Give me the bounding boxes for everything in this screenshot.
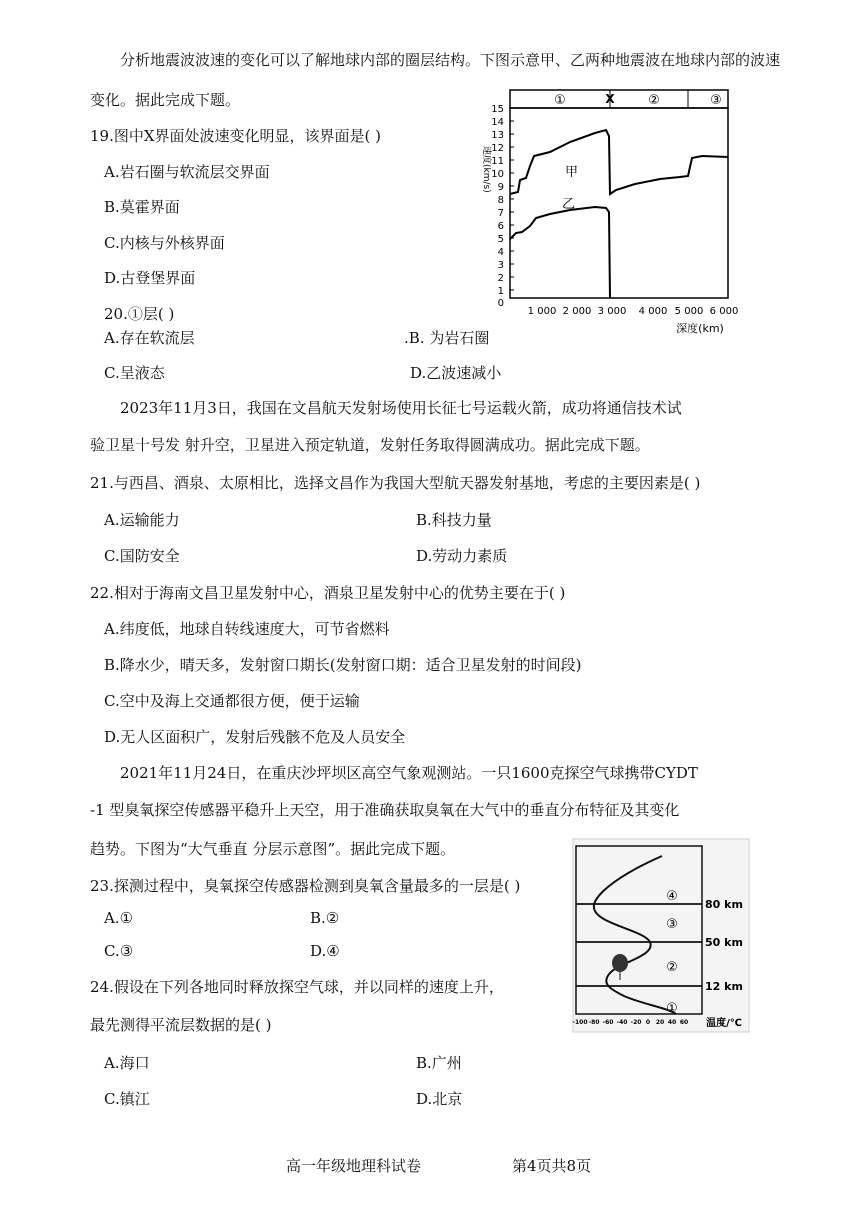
- q21-stem: 21.与西昌、酒泉、太原相比，选择文昌作为我国大型航天器发射基地，考虑的主要因素是( ): [90, 474, 701, 492]
- q21-option-a: A.运输能力: [104, 511, 180, 529]
- y-tick: 7: [497, 208, 504, 219]
- x-axis-label: 温度/℃: [706, 1018, 742, 1029]
- q22-stem: 22.相对于海南文昌卫星发射中心，酒泉卫星发射中心的优势主要在于( ): [90, 584, 566, 602]
- q23-option-a: A.①: [104, 909, 134, 927]
- zone-label-3: ③: [710, 93, 722, 108]
- x-tick: 0: [645, 1019, 651, 1026]
- q22-option-c: C.空中及海上交通都很方便，便于运输: [104, 692, 360, 710]
- y-tick: 5: [497, 234, 504, 245]
- q24-option-c: C.镇江: [104, 1090, 150, 1108]
- y-tick: 9: [497, 182, 504, 193]
- wave-yi-label: 乙: [562, 197, 576, 212]
- q23-stem: 23.探测过程中，臭氧探空传感器检测到臭氧含量最多的一层是( ): [90, 877, 521, 895]
- atmosphere-layer-figure: [572, 838, 750, 1033]
- q24-stem-line2: 最先测得平流层数据的是( ): [90, 1016, 272, 1034]
- q23-option-d: D.④: [310, 942, 340, 960]
- zone-bar: [510, 90, 728, 108]
- wave-jia-label: 甲: [565, 165, 579, 180]
- y-tick: 2: [497, 273, 504, 284]
- x-tick: -40: [616, 1019, 628, 1026]
- y-tick: 3: [497, 260, 504, 271]
- y-tick: 12: [491, 143, 504, 154]
- x-tick: -20: [630, 1019, 642, 1026]
- height-label-12: 12 km: [705, 980, 743, 993]
- seismic-wave-figure: [470, 86, 750, 342]
- layer-label-2: ②: [666, 960, 678, 975]
- x-tick: -100: [572, 1019, 588, 1026]
- q22-option-d: D.无人区面积广，发射后残骸不危及人员安全: [104, 728, 406, 746]
- x-tick: 1 000: [527, 306, 557, 317]
- footer-page: 第4页共8页: [512, 1157, 592, 1175]
- intro1-line1: 分析地震波波速的变化可以了解地球内部的圈层结构。下图示意甲、乙两种地震波在地球内部的波速: [120, 51, 781, 69]
- q24-stem-line1: 24.假设在下列各地同时释放探空气球，并以同样的速度上升，: [90, 978, 504, 996]
- q19-option-c: C.内核与外核界面: [104, 234, 225, 252]
- x-tick: 5 000: [674, 306, 704, 317]
- x-tick: -60: [602, 1019, 614, 1026]
- y-axis-label: 速度(km/s): [481, 146, 491, 193]
- q21-option-b: B.科技力量: [416, 511, 492, 529]
- y-tick: 1: [497, 286, 504, 297]
- zone-label-1: ①: [554, 93, 566, 108]
- x-tick: 3 000: [597, 306, 627, 317]
- q20-option-a: A.存在软流层: [104, 329, 195, 347]
- layer-label-4: ④: [666, 889, 678, 904]
- intro3-line3: 趋势。下图为“大气垂直 分层示意图”。据此完成下题。: [90, 840, 456, 858]
- y-tick: 0: [497, 298, 504, 309]
- balloon-icon: [612, 954, 628, 972]
- q21-option-d: D.劳动力素质: [416, 547, 508, 565]
- x-tick: 2 000: [562, 306, 592, 317]
- y-tick: 10: [491, 169, 504, 180]
- zone-label-x: X: [605, 92, 615, 106]
- y-tick: 6: [497, 221, 504, 232]
- q20-option-d: D.乙波速减小: [410, 364, 502, 382]
- x-axis-label: 深度(km): [676, 322, 724, 335]
- q22-option-b: B.降水少，晴天多，发射窗口期长(发射窗口期：适合卫星发射的时间段): [104, 656, 582, 674]
- plot-frame: [510, 108, 728, 298]
- x-tick: 40: [667, 1019, 677, 1026]
- q19-stem: 19.图中X界面处波速变化明显，该界面是( ): [90, 127, 382, 145]
- q20-option-b: .B. 为岩石圈: [404, 329, 490, 347]
- x-tick: 4 000: [638, 306, 668, 317]
- y-tick: 4: [497, 247, 504, 258]
- wave-jia-curve: [510, 130, 728, 194]
- q19-option-a: A.岩石圈与软流层交界面: [104, 163, 270, 181]
- layer-label-3: ③: [666, 917, 678, 932]
- intro3-line2: -1 型臭氧探空传感器平稳升上天空，用于准确获取臭氧在大气中的垂直分布特征及其变化: [90, 801, 680, 819]
- q23-option-b: B.②: [310, 909, 340, 927]
- y-tick: 13: [491, 130, 504, 141]
- height-label-80: 80 km: [705, 898, 743, 911]
- footer-subject: 高一年级地理科试卷: [286, 1157, 422, 1175]
- intro2-line2: 验卫星十号发 射升空，卫星进入预定轨道，发射任务取得圆满成功。据此完成下题。: [90, 436, 650, 454]
- q19-option-b: B.莫霍界面: [104, 198, 180, 216]
- x-tick: 6 000: [709, 306, 739, 317]
- x-tick: 20: [655, 1019, 665, 1026]
- q20-stem: 20.①层( ): [104, 305, 175, 323]
- q24-option-d: D.北京: [416, 1090, 463, 1108]
- y-tick: 11: [491, 156, 504, 167]
- y-tick: 14: [491, 117, 504, 128]
- y-tick: 8: [497, 195, 504, 206]
- q24-option-b: B.广州: [416, 1054, 462, 1072]
- height-label-50: 50 km: [705, 936, 743, 949]
- q22-option-a: A.纬度低，地球自转线速度大，可节省燃料: [104, 620, 390, 638]
- layer-label-1: ①: [666, 1001, 678, 1016]
- q21-option-c: C.国防安全: [104, 547, 180, 565]
- zone-label-2: ②: [648, 93, 660, 108]
- q23-option-c: C.③: [104, 942, 134, 960]
- x-tick: -80: [588, 1019, 600, 1026]
- intro2-line1: 2023年11月3日，我国在文昌航天发射场使用长征七号运载火箭，成功将通信技术试: [120, 399, 682, 417]
- x-tick: 60: [679, 1019, 689, 1026]
- intro3-line1: 2021年11月24日，在重庆沙坪坝区高空气象观测站。一只1600克探空气球携带CYDT: [120, 764, 698, 782]
- q19-option-d: D.古登堡界面: [104, 269, 196, 287]
- wave-yi-curve: [510, 207, 610, 298]
- y-tick: 15: [491, 104, 504, 115]
- q24-option-a: A.海口: [104, 1054, 150, 1072]
- intro1-line2: 变化。据此完成下题。: [90, 91, 241, 109]
- q20-option-c: C.呈液态: [104, 364, 165, 382]
